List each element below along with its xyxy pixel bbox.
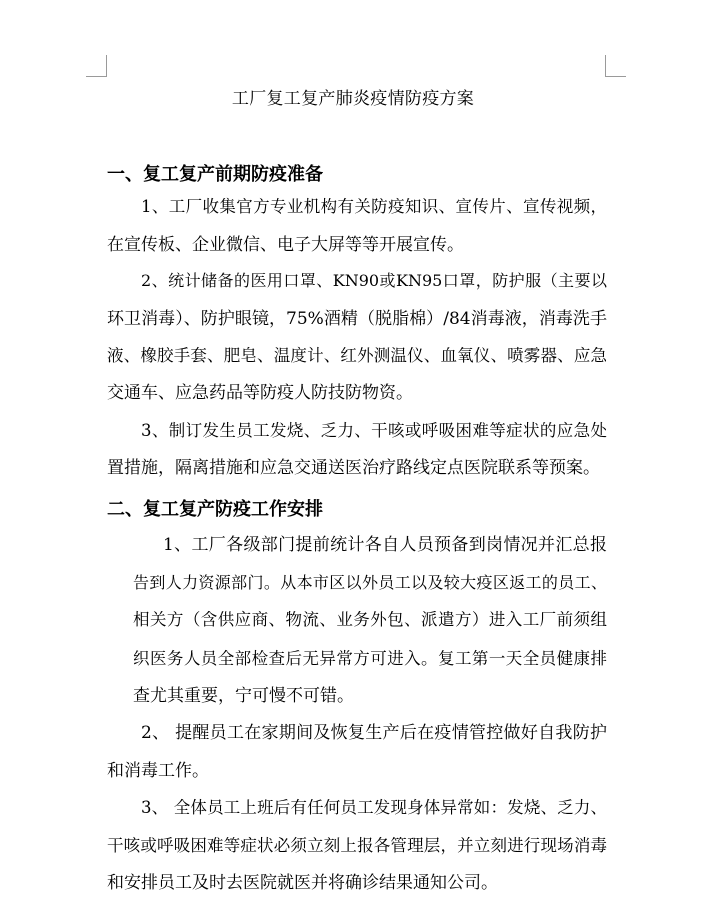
crop-mark-top-right-horizontal [606,76,626,77]
section-2-p3-line-1: 3、 全体员工上班后有任何员工发现身体异常如：发烧、乏力、 [141,798,607,817]
section-1-p1-line-2: 在宣传板、企业微信、电子大屏等等开展宣传。 [107,235,464,255]
crop-mark-top-right-vertical [605,55,606,77]
section-1-p1-line-1: 1、工厂收集官方专业机构有关防疫知识、宣传片、宣传视频， [141,197,607,216]
section-1-p3-line-1: 3、制订发生员工发烧、乏力、干咳或呼吸困难等症状的应急处 [141,421,607,440]
section-1-p2-line-2: 环卫消毒）、防护眼镜，75%酒精（脱脂棉）/84消毒液，消毒洗手 [107,309,607,329]
section-2-p1-line-3: 相关方（含供应商、物流、业务外包、派遣方）进入工厂前须组 [133,610,607,629]
section-1-p2-line-4: 交通车、应急药品等防疫人防技防物资。 [107,383,413,403]
crop-mark-top-left-horizontal [86,76,106,77]
section-2-p1-line-4: 织医务人员全部检查后无异常方可进入。复工第一天全员健康排 [133,649,607,668]
section-1-heading: 一、复工复产前期防疫准备 [107,164,323,185]
section-2-p3-line-3: 和安排员工及时去医院就医并将确诊结果通知公司。 [107,873,498,893]
document-title: 工厂复工复产肺炎疫情防疫方案 [231,89,475,109]
section-1-p2-line-1: 2、统计储备的医用口罩、KN90或KN95口罩，防护服（主要以 [141,271,607,290]
crop-mark-top-left-vertical [106,55,107,77]
section-2-p1-line-2: 告到人力资源部门。从本市区以外员工以及较大疫区返工的员工、 [133,573,607,592]
section-2-p2-line-2: 和消毒工作。 [107,761,209,781]
section-2-p3-line-2: 干咳或呼吸困难等症状必须立刻上报各管理层，并立刻进行现场消毒 [107,836,607,855]
section-2-heading: 二、复工复产防疫工作安排 [107,499,323,520]
section-2-p1-line-1: 1、工厂各级部门提前统计各自人员预备到岗情况并汇总报 [163,535,607,555]
section-2-p2-line-1: 2、 提醒员工在家期间及恢复生产后在疫情管控做好自我防护 [141,723,607,743]
section-1-p3-line-2: 置措施，隔离措施和应急交通送医治疗路线定点医院联系等预案。 [107,458,600,478]
section-1-p2-line-3: 液、橡胶手套、肥皂、温度计、红外测温仪、血氧仪、喷雾器、应急 [107,346,607,365]
section-2-p1-line-5: 查尤其重要，宁可慢不可错。 [133,686,354,706]
